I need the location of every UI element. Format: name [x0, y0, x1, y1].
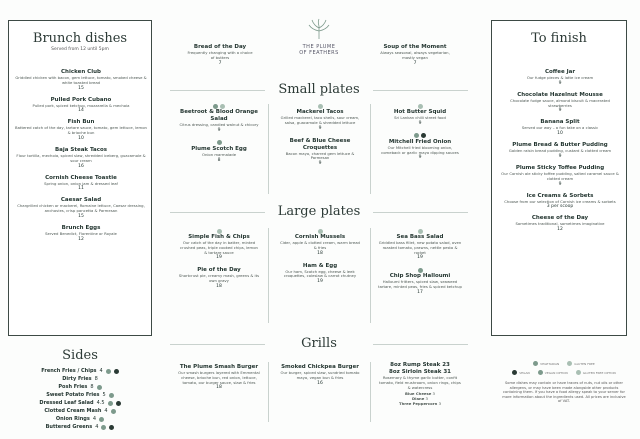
- dish-desc: Our ham, Scotch egg, cheese & leek croquettes, coleslaw & carrot chutney: [283, 268, 357, 279]
- side-item: Buttered Greens 4: [8, 423, 152, 431]
- dish-desc: Cider, apple & clotted cream, warm bread & fries: [280, 240, 360, 250]
- side-item: Posh Fries 8: [8, 383, 152, 391]
- dish-desc: Sometimes traditional, sometimes imaginative: [515, 221, 605, 227]
- dessert-title: To finish: [531, 31, 587, 46]
- dish: [272, 234, 368, 257]
- dish-price: 18: [317, 250, 323, 256]
- dish-price: 9: [318, 161, 322, 167]
- dish-name: Mitchell Fried Onion: [388, 138, 452, 145]
- dish-name: Fish Bun: [67, 119, 95, 126]
- column-divider: [268, 228, 269, 323]
- dish-name: 8oz Sirloin Steak: [389, 369, 442, 375]
- brunch-title: Brunch dishes: [32, 31, 128, 46]
- dish-price: 9: [558, 181, 562, 187]
- column-divider: [268, 362, 269, 422]
- dish-price: 18: [216, 385, 222, 391]
- vegetarian-icon: [99, 417, 104, 422]
- legend-item: GLUTEN FREE OPTION: [576, 370, 616, 375]
- feather-tree-icon: [307, 18, 331, 40]
- dish: [272, 364, 368, 387]
- dish: [272, 263, 368, 286]
- dish-price: 7: [413, 60, 417, 66]
- dish-name: Sea Bass Salad: [396, 234, 444, 240]
- dish: [372, 109, 468, 127]
- sauce-extra: Three Peppercorn 3: [399, 400, 441, 406]
- dish-price: 9: [558, 153, 562, 159]
- vegan-icon: [116, 401, 121, 406]
- dish-name: The Plume Smash Burger: [179, 364, 259, 370]
- vegetarian-icon: [213, 104, 218, 109]
- dish-price: 10: [78, 135, 84, 141]
- dish-desc: Chocolate fudge sauce, almond biscuit & macerated strawberries: [510, 97, 610, 108]
- dish-name: Pie of the Day: [197, 267, 241, 274]
- dish-name: Bread of the Day: [193, 44, 247, 50]
- sauce-extra: Blue Cheese 3: [405, 391, 435, 397]
- dish-name: Cornish Cheese Toastie: [45, 174, 117, 181]
- dish-desc: Our burger, spiced slaw, sundried tomato mayo, vegan bun & fries: [280, 370, 360, 380]
- dish-desc: Bacon mayo, charred gem lettuce & Parmesan: [285, 150, 355, 161]
- bread-item: [180, 44, 260, 67]
- legend-item: GLUTEN FREE: [567, 361, 595, 366]
- vegetarian-icon: [97, 385, 102, 390]
- dish-desc: Spring onion, onion jam & dressed leaf: [44, 180, 118, 186]
- vegetarian-icon: [108, 401, 113, 406]
- dish-price: 15: [78, 85, 84, 91]
- gluten-free-icon: [217, 229, 222, 234]
- dish-desc: Chargrilled chicken or mackerel, Romaine lettuce, Caesar dressing, anchovies, crisp pancetta & Parmesan: [17, 203, 145, 214]
- dish-price: 15: [78, 213, 84, 219]
- dish: [172, 234, 266, 261]
- dish: [372, 273, 468, 296]
- logo-line-2: OF FEATHERS: [299, 50, 339, 56]
- gluten-free-icon: [418, 104, 423, 109]
- legend-item: VEGAN OPTION: [538, 370, 568, 375]
- dish-name: Chocolate Hazelnut Mousse: [517, 91, 603, 98]
- dish-price: 9: [418, 120, 422, 126]
- dish-name: Ham & Egg: [302, 262, 338, 269]
- dish-price: 7: [218, 60, 222, 66]
- dish-desc: Our Cornish ale sticky toffee pudding, salted caramel sauce & clotted cream: [501, 170, 619, 181]
- gluten-free-icon: [318, 229, 323, 234]
- dish-price: 19: [417, 255, 423, 261]
- vegan-icon: [114, 369, 119, 374]
- dish-desc: Always seasonal, always vegetarian, mostly vegan: [380, 50, 450, 60]
- side-item: Sweet Potato Fries 5: [8, 391, 152, 399]
- brunch-item: [9, 97, 153, 115]
- sides-section: [8, 348, 152, 431]
- dish-desc: Citrus dressing, candied walnut & chicory: [179, 122, 259, 127]
- brunch-box: [8, 20, 152, 336]
- dessert-item: [492, 215, 628, 233]
- dish-price: 23: [442, 362, 450, 368]
- dish-name: Beef & Blue Cheese Croquettes: [289, 137, 351, 151]
- vegetarian-icon: [217, 140, 222, 145]
- grills-col-3: [372, 362, 468, 407]
- gluten-free-icon: [418, 229, 423, 234]
- side-item: French Fries / Chips 4: [8, 367, 152, 375]
- dish-desc: Shortcrust pie, creamy mash, greens & its own gravy: [178, 273, 260, 284]
- column-divider: [370, 362, 371, 422]
- legend-item: VEGETARIAN: [533, 361, 559, 366]
- dish: [172, 146, 266, 164]
- column-divider: [370, 104, 371, 194]
- grills-title: Grills: [301, 336, 337, 351]
- gluten-free-icon: [567, 361, 572, 366]
- column-divider: [370, 228, 371, 323]
- dish-price: 31: [443, 369, 451, 375]
- brunch-item: [9, 119, 153, 142]
- dish: [272, 109, 368, 132]
- dish-price: 8: [217, 157, 221, 163]
- large-plates-col-3: [372, 228, 468, 296]
- vegetarian-icon: [418, 268, 423, 273]
- dessert-item: [492, 119, 628, 137]
- sauce-extra: Diane 3: [412, 396, 428, 402]
- dish-price: 9: [217, 127, 221, 133]
- vegetarian-icon: [414, 133, 419, 138]
- brunch-item: [9, 225, 153, 243]
- divider: [170, 212, 265, 213]
- column-divider: [268, 104, 269, 194]
- side-item: Clotted Cream Mash 4: [8, 407, 152, 415]
- brunch-served-note: Served from 12 until 5pm: [51, 47, 109, 52]
- dish: [172, 109, 266, 134]
- dish-name: Smoked Chickpea Burger: [281, 364, 359, 370]
- dish: [272, 138, 368, 168]
- dish-price: 16: [317, 380, 323, 386]
- divider: [170, 344, 265, 345]
- dessert-item: [492, 69, 628, 87]
- plume-logo: [288, 18, 350, 56]
- logo-line-1: THE PLUME: [302, 44, 336, 50]
- divider: [373, 212, 468, 213]
- dish-price: 19: [317, 279, 323, 285]
- gluten-free-icon: [318, 104, 323, 109]
- grills-col-2: [272, 364, 368, 387]
- dish-name: Ice Creams & Sorbets: [526, 192, 594, 199]
- dish-name: Banana Split: [540, 119, 580, 126]
- dish-price: 16: [78, 163, 84, 169]
- soup-item: [372, 44, 458, 67]
- brunch-item: [9, 147, 153, 170]
- dish-desc: Sri Lankan chilli street food: [394, 115, 446, 120]
- large-plates-title: Large plates: [277, 204, 361, 219]
- dish-price: 14: [78, 108, 84, 114]
- dish-name: Mackerel Tacos: [296, 109, 344, 115]
- dish-name: Plume Sticky Toffee Pudding: [515, 164, 605, 171]
- dessert-item: [492, 193, 628, 211]
- dish-desc: Served our way – a fun take on a classic: [521, 125, 599, 131]
- vegetarian-icon: [533, 361, 538, 366]
- dish-name: Baja Steak Tacos: [54, 146, 108, 153]
- dish-name: Cheese of the Day: [531, 215, 589, 222]
- dish-desc: Halloumi fritters, spiced slaw, seaweed tartare, minted peas, fries & spiced ketchup: [378, 279, 462, 290]
- side-item: Dirty Fries 8: [62, 376, 98, 382]
- dish-desc: Battered catch of the day, tartare sauce, tomato, gem lettuce, lemon & brioche bun: [15, 125, 147, 136]
- vegan-icon: [109, 425, 114, 430]
- dish-price: 11: [78, 186, 84, 192]
- dish-desc: Choose from our selection of Cornish ice creams & sorbets: [504, 198, 616, 204]
- dish-price: 12: [78, 236, 84, 242]
- vegan-icon: [421, 133, 426, 138]
- dish-name: Coffee Jar: [544, 69, 576, 75]
- dish-desc: Frequently changing with a choice of butters: [187, 50, 253, 60]
- legend-item: VEGAN: [512, 370, 530, 375]
- steak-dish: [372, 362, 468, 407]
- divider: [373, 344, 468, 345]
- dessert-box: [491, 20, 627, 336]
- dish-price: 17: [417, 289, 423, 295]
- large-plates-col-1: [172, 228, 266, 290]
- dish-desc: Our fudge pieces & latte ice cream: [526, 75, 594, 80]
- dish-desc: Onion marmalade: [201, 151, 237, 157]
- dish-name: Chicken Club: [61, 69, 101, 75]
- dish-desc: Griddled chicken with bacon, gem lettuce, tomato, smoked cheese & white toasted bread: [15, 75, 147, 85]
- gluten-free-option-icon: [576, 370, 581, 375]
- small-plates-col-3: [372, 103, 468, 161]
- dish-price: 9: [318, 125, 322, 131]
- brunch-item: [9, 175, 153, 193]
- gluten-free-icon: [220, 104, 225, 109]
- dish-name: Simple Fish & Chips: [188, 234, 250, 240]
- vegetarian-icon: [101, 425, 106, 430]
- dish-name: Beetroot & Blood Orange Salad: [180, 109, 258, 122]
- side-item: Dressed Leaf Salad 4.5: [8, 399, 152, 407]
- brunch-item: [9, 197, 153, 220]
- small-plates-col-2: [272, 103, 368, 167]
- dish-name: Hot Butter Squid: [393, 109, 447, 115]
- dish-desc: Griddled bass fillet, new potato salad, oven roasted tomato, prawns, nettle pesto & rocket: [378, 240, 462, 255]
- dietary-legend: [500, 361, 628, 404]
- dish-price: 12: [557, 227, 563, 233]
- dish: [372, 139, 468, 162]
- dish-desc: Grilled mackerel, taco shells, sour cream, salsa, guacamole & shredded lettuce: [280, 115, 360, 125]
- brunch-item: [9, 69, 153, 92]
- dessert-item: [492, 142, 628, 160]
- dish: [172, 364, 266, 391]
- dish-name: Plume Bread & Butter Pudding: [512, 142, 608, 149]
- dish-name: Cornish Mussels: [294, 234, 346, 240]
- dish-name: Caesar Salad: [60, 197, 102, 204]
- dish-desc: Pulled pork, spiced ketchup, mozzarella & mechoia: [32, 102, 130, 108]
- dish-desc: Golden raisin bread pudding, custard & clotted cream: [508, 148, 612, 154]
- small-plates-title: Small plates: [278, 82, 360, 97]
- dish-price: 3 per scoop: [546, 204, 574, 210]
- dish-price: 9: [558, 108, 562, 114]
- dish-name: Plume Scotch Egg: [191, 145, 247, 152]
- vegan-option-icon: [538, 370, 543, 375]
- grills-col-1: [172, 364, 266, 391]
- vegetarian-icon: [111, 409, 116, 414]
- dish: [372, 234, 468, 261]
- vegan-icon: [512, 370, 517, 375]
- dish-desc: Our smash burgers layered with Emmental cheese, brioche bun, red onion, lettuce, tomato, our burger sauce, slaw & fries: [178, 370, 260, 385]
- divider: [373, 90, 468, 91]
- dish-price: 9: [558, 80, 562, 86]
- divider: [170, 90, 265, 91]
- dessert-item: [492, 92, 628, 115]
- dish-name: Brunch Eggs: [61, 224, 101, 231]
- allergen-note: Some dishes may contain or have traces of nuts, nut oils or other allergens, or may have been made alongside other products containing them. If you have a food allergy speak to your server for more information about the ingredients used. All prices are inclusive of VAT.: [502, 381, 626, 404]
- vegetarian-icon: [106, 369, 111, 374]
- dessert-item: [492, 165, 628, 188]
- dish-name: Chip Shop Halloumi: [389, 273, 451, 280]
- dish-desc: Our catch of the day in batter, minted crushed peas, triple cooked chips, lemon & tartare sauce: [180, 240, 258, 255]
- dish-name: 8oz Rump Steak: [390, 362, 441, 368]
- vegetarian-icon: [109, 393, 114, 398]
- small-plates-col-1: [172, 103, 266, 164]
- dish-name: Soup of the Moment: [383, 44, 447, 50]
- dish-price: 9: [418, 155, 422, 161]
- dish-price: 10: [557, 131, 563, 137]
- dish-price: 18: [216, 283, 222, 289]
- dish-desc: Rosemary & thyme garlic butter, confit tomato, field mushroom, onion rings, chips & watercress: [379, 375, 461, 390]
- dish-name: Pulled Pork Cubano: [50, 96, 112, 103]
- side-item: Onion Rings 4: [8, 415, 152, 423]
- dish-desc: Our Mitchell fried blooming onion, comeback or garlic mayo dipping sauces: [381, 144, 459, 155]
- dish-desc: Served Benedict, Florentine or Royale: [45, 230, 117, 236]
- large-plates-col-2: [272, 228, 368, 285]
- dish-price: 19: [216, 255, 222, 261]
- sides-title: Sides: [62, 348, 98, 363]
- dish-desc: Flour tortilla, mechoia, spiced slaw, shredded iceberg, guacamole & sour cream: [16, 152, 146, 163]
- dish: [172, 267, 266, 290]
